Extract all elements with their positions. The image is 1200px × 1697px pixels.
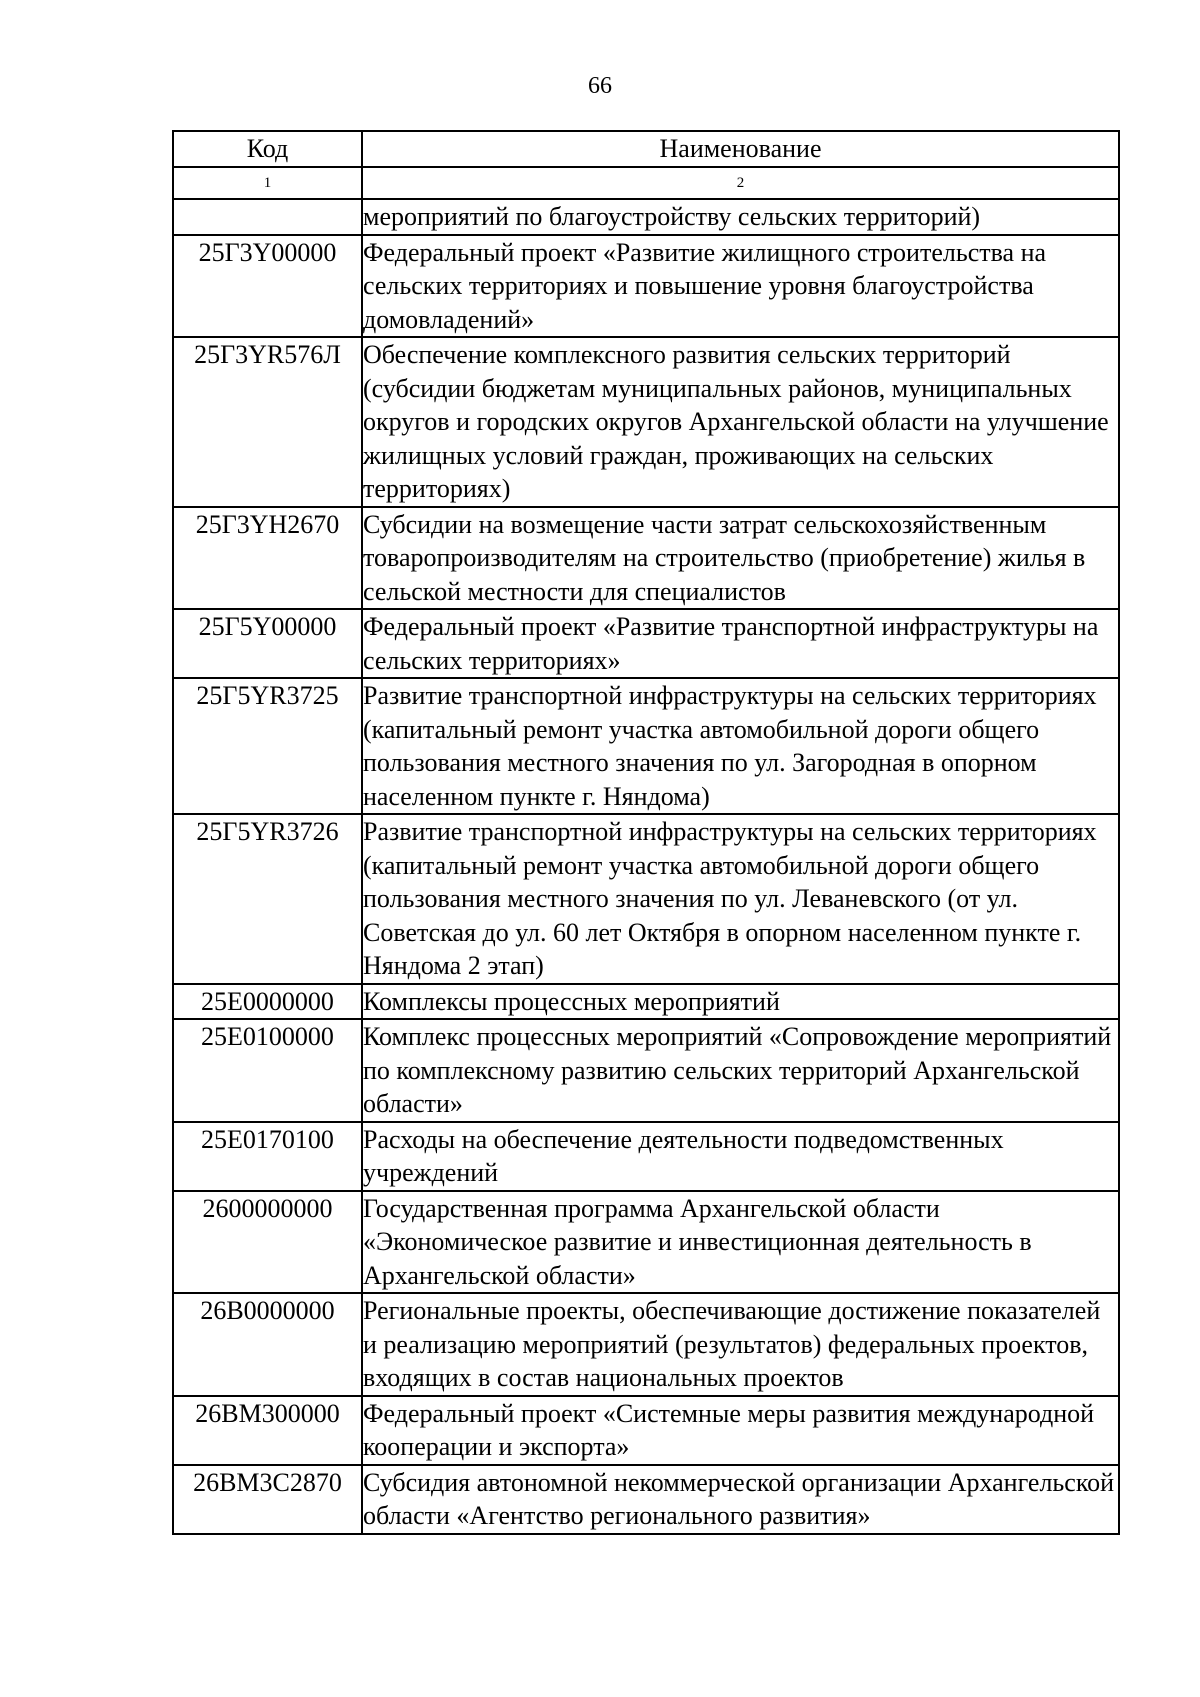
row-code: 25Г5Y00000 xyxy=(173,609,362,678)
row-name: Субсидия автономной некоммерческой организации Архангельской области «Агентство регионального развития» xyxy=(362,1465,1119,1534)
row-name: Обеспечение комплексного развития сельских территорий (субсидии бюджетам муниципальных районов, муниципальных округов и городских округов Архангельской области на улучшение жилищных условий граждан, проживающих на сельских территориях) xyxy=(362,337,1119,507)
row-code: 25Е0100000 xyxy=(173,1019,362,1122)
row-code: 25Е0000000 xyxy=(173,984,362,1020)
table-row xyxy=(173,1122,1119,1191)
row-code: 26ВМ3С2870 xyxy=(173,1465,362,1534)
table-header-row xyxy=(173,131,1119,167)
row-name: Расходы на обеспечение деятельности подведомственных учреждений xyxy=(362,1122,1119,1191)
row-name: Федеральный проект «Развитие транспортной инфраструктуры на сельских территориях» xyxy=(362,609,1119,678)
row-code: 25Г3YR576Л xyxy=(173,337,362,507)
table-row xyxy=(173,1465,1119,1534)
row-code: 25Г5YR3726 xyxy=(173,814,362,984)
row-name: Региональные проекты, обеспечивающие достижение показателей и реализацию мероприятий (результатов) федеральных проектов, входящих в состав национальных проектов xyxy=(362,1293,1119,1396)
row-name: Государственная программа Архангельской области «Экономическое развитие и инвестиционная деятельность в Архангельской области» xyxy=(362,1191,1119,1294)
table-row xyxy=(173,1396,1119,1465)
row-name: Федеральный проект «Системные меры развития международной кооперации и экспорта» xyxy=(362,1396,1119,1465)
table-row xyxy=(173,199,1119,235)
column-number-row xyxy=(173,167,1119,199)
row-code xyxy=(173,199,362,235)
table-row xyxy=(173,1293,1119,1396)
row-name: Развитие транспортной инфраструктуры на сельских территориях (капитальный ремонт участка автомобильной дороги общего пользования местного значения по ул. Загородная в опорном населенном пункте г. Няндома) xyxy=(362,678,1119,814)
row-name: Комплекс процессных мероприятий «Сопровождение мероприятий по комплексному развитию сельских территорий Архангельской области» xyxy=(362,1019,1119,1122)
row-code: 25Е0170100 xyxy=(173,1122,362,1191)
row-code: 25Г3Y00000 xyxy=(173,235,362,338)
row-code: 26В0000000 xyxy=(173,1293,362,1396)
table-row xyxy=(173,609,1119,678)
table-row xyxy=(173,814,1119,984)
table-row xyxy=(173,235,1119,338)
row-name: Комплексы процессных мероприятий xyxy=(362,984,1119,1020)
header-code: Код xyxy=(173,131,362,167)
row-name: Субсидии на возмещение части затрат сельскохозяйственным товаропроизводителям на строительство (приобретение) жилья в сельской местности для специалистов xyxy=(362,507,1119,610)
row-code: 2600000000 xyxy=(173,1191,362,1294)
row-code: 25Г3YH2670 xyxy=(173,507,362,610)
table-row xyxy=(173,984,1119,1020)
row-name: мероприятий по благоустройству сельских территорий) xyxy=(362,199,1119,235)
table-row xyxy=(173,1019,1119,1122)
table-row xyxy=(173,678,1119,814)
column-number-2: 2 xyxy=(362,167,1119,199)
row-code: 25Г5YR3725 xyxy=(173,678,362,814)
header-name: Наименование xyxy=(362,131,1119,167)
classification-table xyxy=(172,130,1120,1535)
column-number-1: 1 xyxy=(173,167,362,199)
row-name: Развитие транспортной инфраструктуры на сельских территориях (капитальный ремонт участка автомобильной дороги общего пользования местного значения по ул. Леваневского (от ул. Советская до ул. 60 лет Октября в опорном населенном пункте г. Няндома 2 этап) xyxy=(362,814,1119,984)
table-row xyxy=(173,337,1119,507)
row-code: 26ВМ300000 xyxy=(173,1396,362,1465)
row-name: Федеральный проект «Развитие жилищного строительства на сельских территориях и повышение уровня благоустройства домовладений» xyxy=(362,235,1119,338)
table-row xyxy=(173,507,1119,610)
table-row xyxy=(173,1191,1119,1294)
page-number: 66 xyxy=(588,73,612,99)
